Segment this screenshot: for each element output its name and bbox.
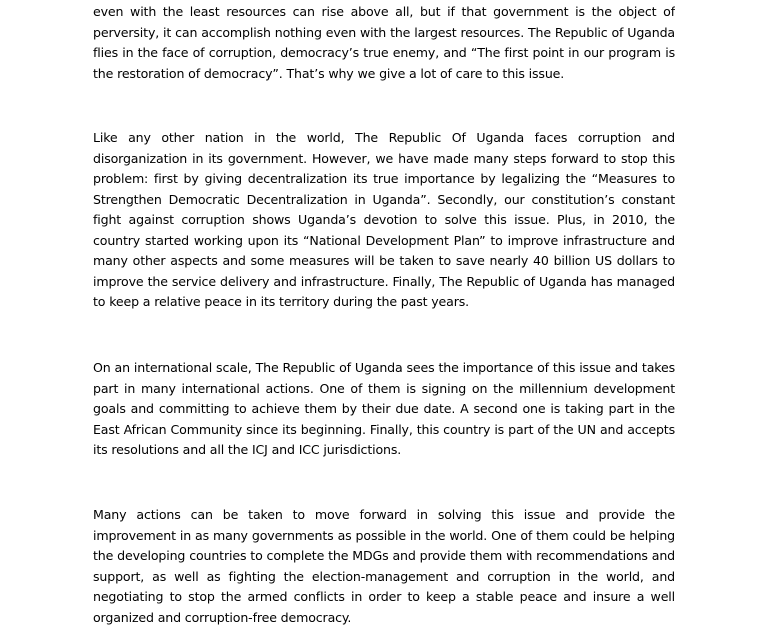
paragraph-national-measures: Like any other nation in the world, The Republic Of Uganda faces corruption and disorganization in its government. However, we have made many steps forward to stop this problem: first by giving decentralization its true importance by legalizing the “Measures to Strengthen Democratic Decentralization in Uganda”. Secondly, our constitution’s constant fight against corruption shows Uganda’s devotion to solve this issue. Plus, in 2010, the country started working upon its “National Development Plan” to improve infrastructure and many other aspects and some measures will be taken to save nearly 40 billion US dollars to improve the service delivery and infrastructure. Finally, The Republic of Uganda has managed to keep a relative peace in its territory during the past years. bbox=[93, 130, 675, 309]
paragraph-democracy-intro: even with the least resources can rise above all, but if that government is the object of perversity, it can accomplish nothing even with the largest resources. The Republic of Uganda flies in the face of corruption, democracy’s true enemy, and “The first point in our program is the restoration of democracy”. That’s why we give a lot of care to this issue. bbox=[93, 4, 675, 81]
paragraph-proposed-actions: Many actions can be taken to move forward in solving this issue and provide the improvement in as many governments as possible in the world. One of them could be helping the developing countries to complete the MDGs and provide them with recommendations and support, as well as fighting the election-management and corruption in the world, and negotiating to stop the armed conflicts in order to keep a stable peace and insure a well organized and corruption-free democracy. bbox=[93, 507, 675, 625]
document-page bbox=[93, 0, 675, 630]
paragraph-international-actions: On an international scale, The Republic of Uganda sees the importance of this issue and takes part in many international actions. One of them is signing on the millennium development goals and committing to achieve them by their due date. A second one is taking part in the East African Community since its beginning. Finally, this country is part of the UN and accepts its resolutions and all the ICJ and ICC jurisdictions. bbox=[93, 360, 675, 457]
